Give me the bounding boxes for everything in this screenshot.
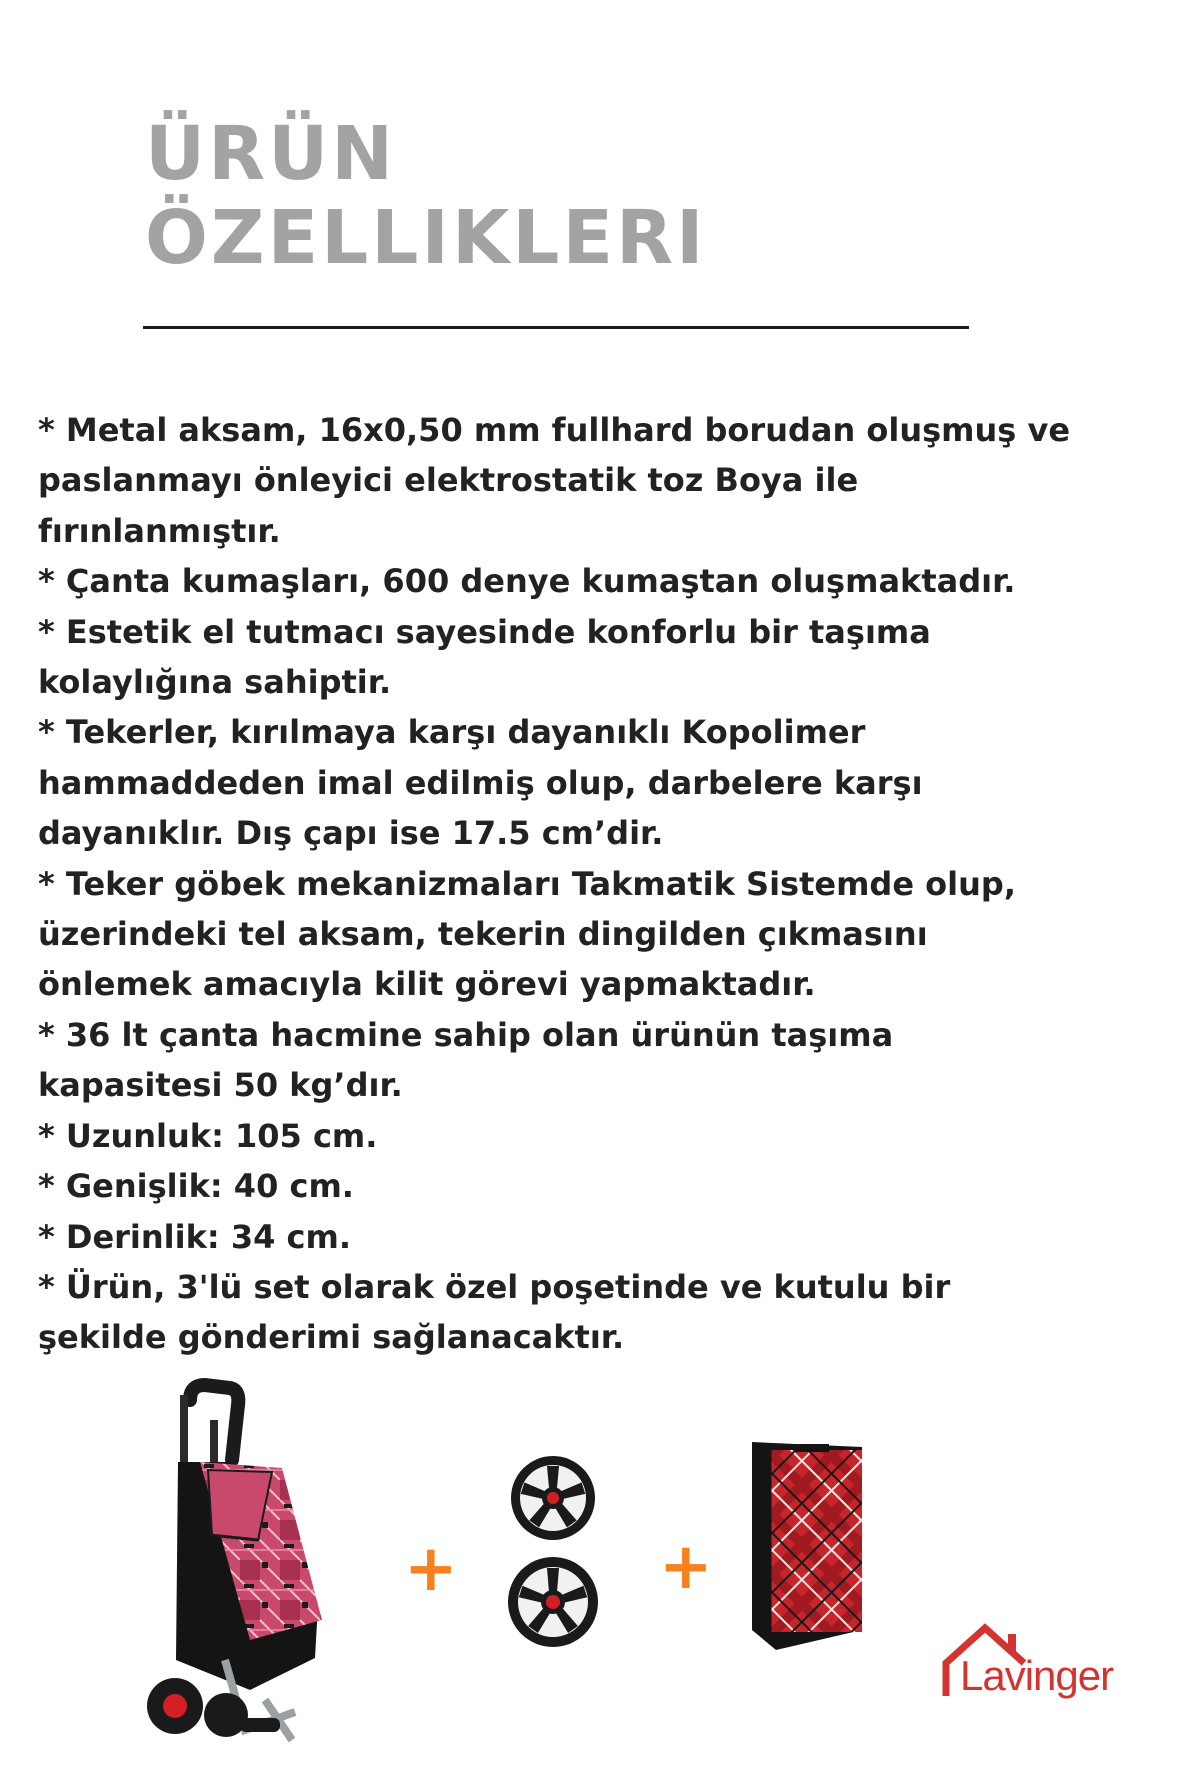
plus-sign: + bbox=[404, 1532, 458, 1606]
feature-line: * Çanta kumaşları, 600 denye kumaştan oluşmaktadır. bbox=[38, 562, 1016, 601]
feature-line: paslanmayı önleyici elektrostatik toz Boya ile bbox=[38, 461, 859, 500]
feature-line: kolaylığına sahiptir. bbox=[38, 663, 392, 702]
title-line-2: ÖZELLIKLERI bbox=[145, 195, 707, 281]
title-line-1: ÜRÜN bbox=[145, 111, 397, 197]
product-row bbox=[0, 1380, 1180, 1770]
feature-line: önlemek amacıyla kilit görevi yapmaktadır. bbox=[38, 965, 816, 1004]
feature-line: * Teker göbek mekanizmaları Takmatik Sistemde olup, bbox=[38, 864, 1016, 903]
feature-line: hammaddeden imal edilmiş olup, darbelere karşı bbox=[38, 763, 923, 802]
feature-line: kapasitesi 50 kg’dır. bbox=[38, 1066, 403, 1105]
feature-line: * Uzunluk: 105 cm. bbox=[38, 1116, 378, 1155]
feature-line: fırınlanmıştır. bbox=[38, 511, 281, 550]
feature-line: * Metal aksam, 16x0,50 mm fullhard borudan oluşmuş ve bbox=[38, 411, 1071, 449]
feature-line: dayanıklır. Dış çapı ise 17.5 cm’dir. bbox=[38, 814, 664, 853]
feature-line: üzerindeki tel aksam, tekerin dingilden çıkmasını bbox=[38, 915, 928, 954]
feature-line: * 36 lt çanta hacmine sahip olan ürünün taşıma bbox=[38, 1015, 894, 1054]
brand-logo: Lavinger bbox=[960, 1652, 1114, 1699]
plus-sign: + bbox=[659, 1530, 713, 1604]
feature-line: * Ürün, 3'lü set olarak özel poşetinde ve kutulu bir bbox=[38, 1267, 951, 1306]
feature-line: * Estetik el tutmacı sayesinde konforlu bir taşıma bbox=[38, 612, 931, 651]
feature-line: * Tekerler, kırılmaya karşı dayanıklı Kopolimer bbox=[38, 713, 866, 752]
feature-line: * Derinlik: 34 cm. bbox=[38, 1217, 351, 1256]
feature-line: * Genişlik: 40 cm. bbox=[38, 1167, 354, 1206]
feature-line: şekilde gönderimi sağlanacaktır. bbox=[38, 1318, 625, 1357]
